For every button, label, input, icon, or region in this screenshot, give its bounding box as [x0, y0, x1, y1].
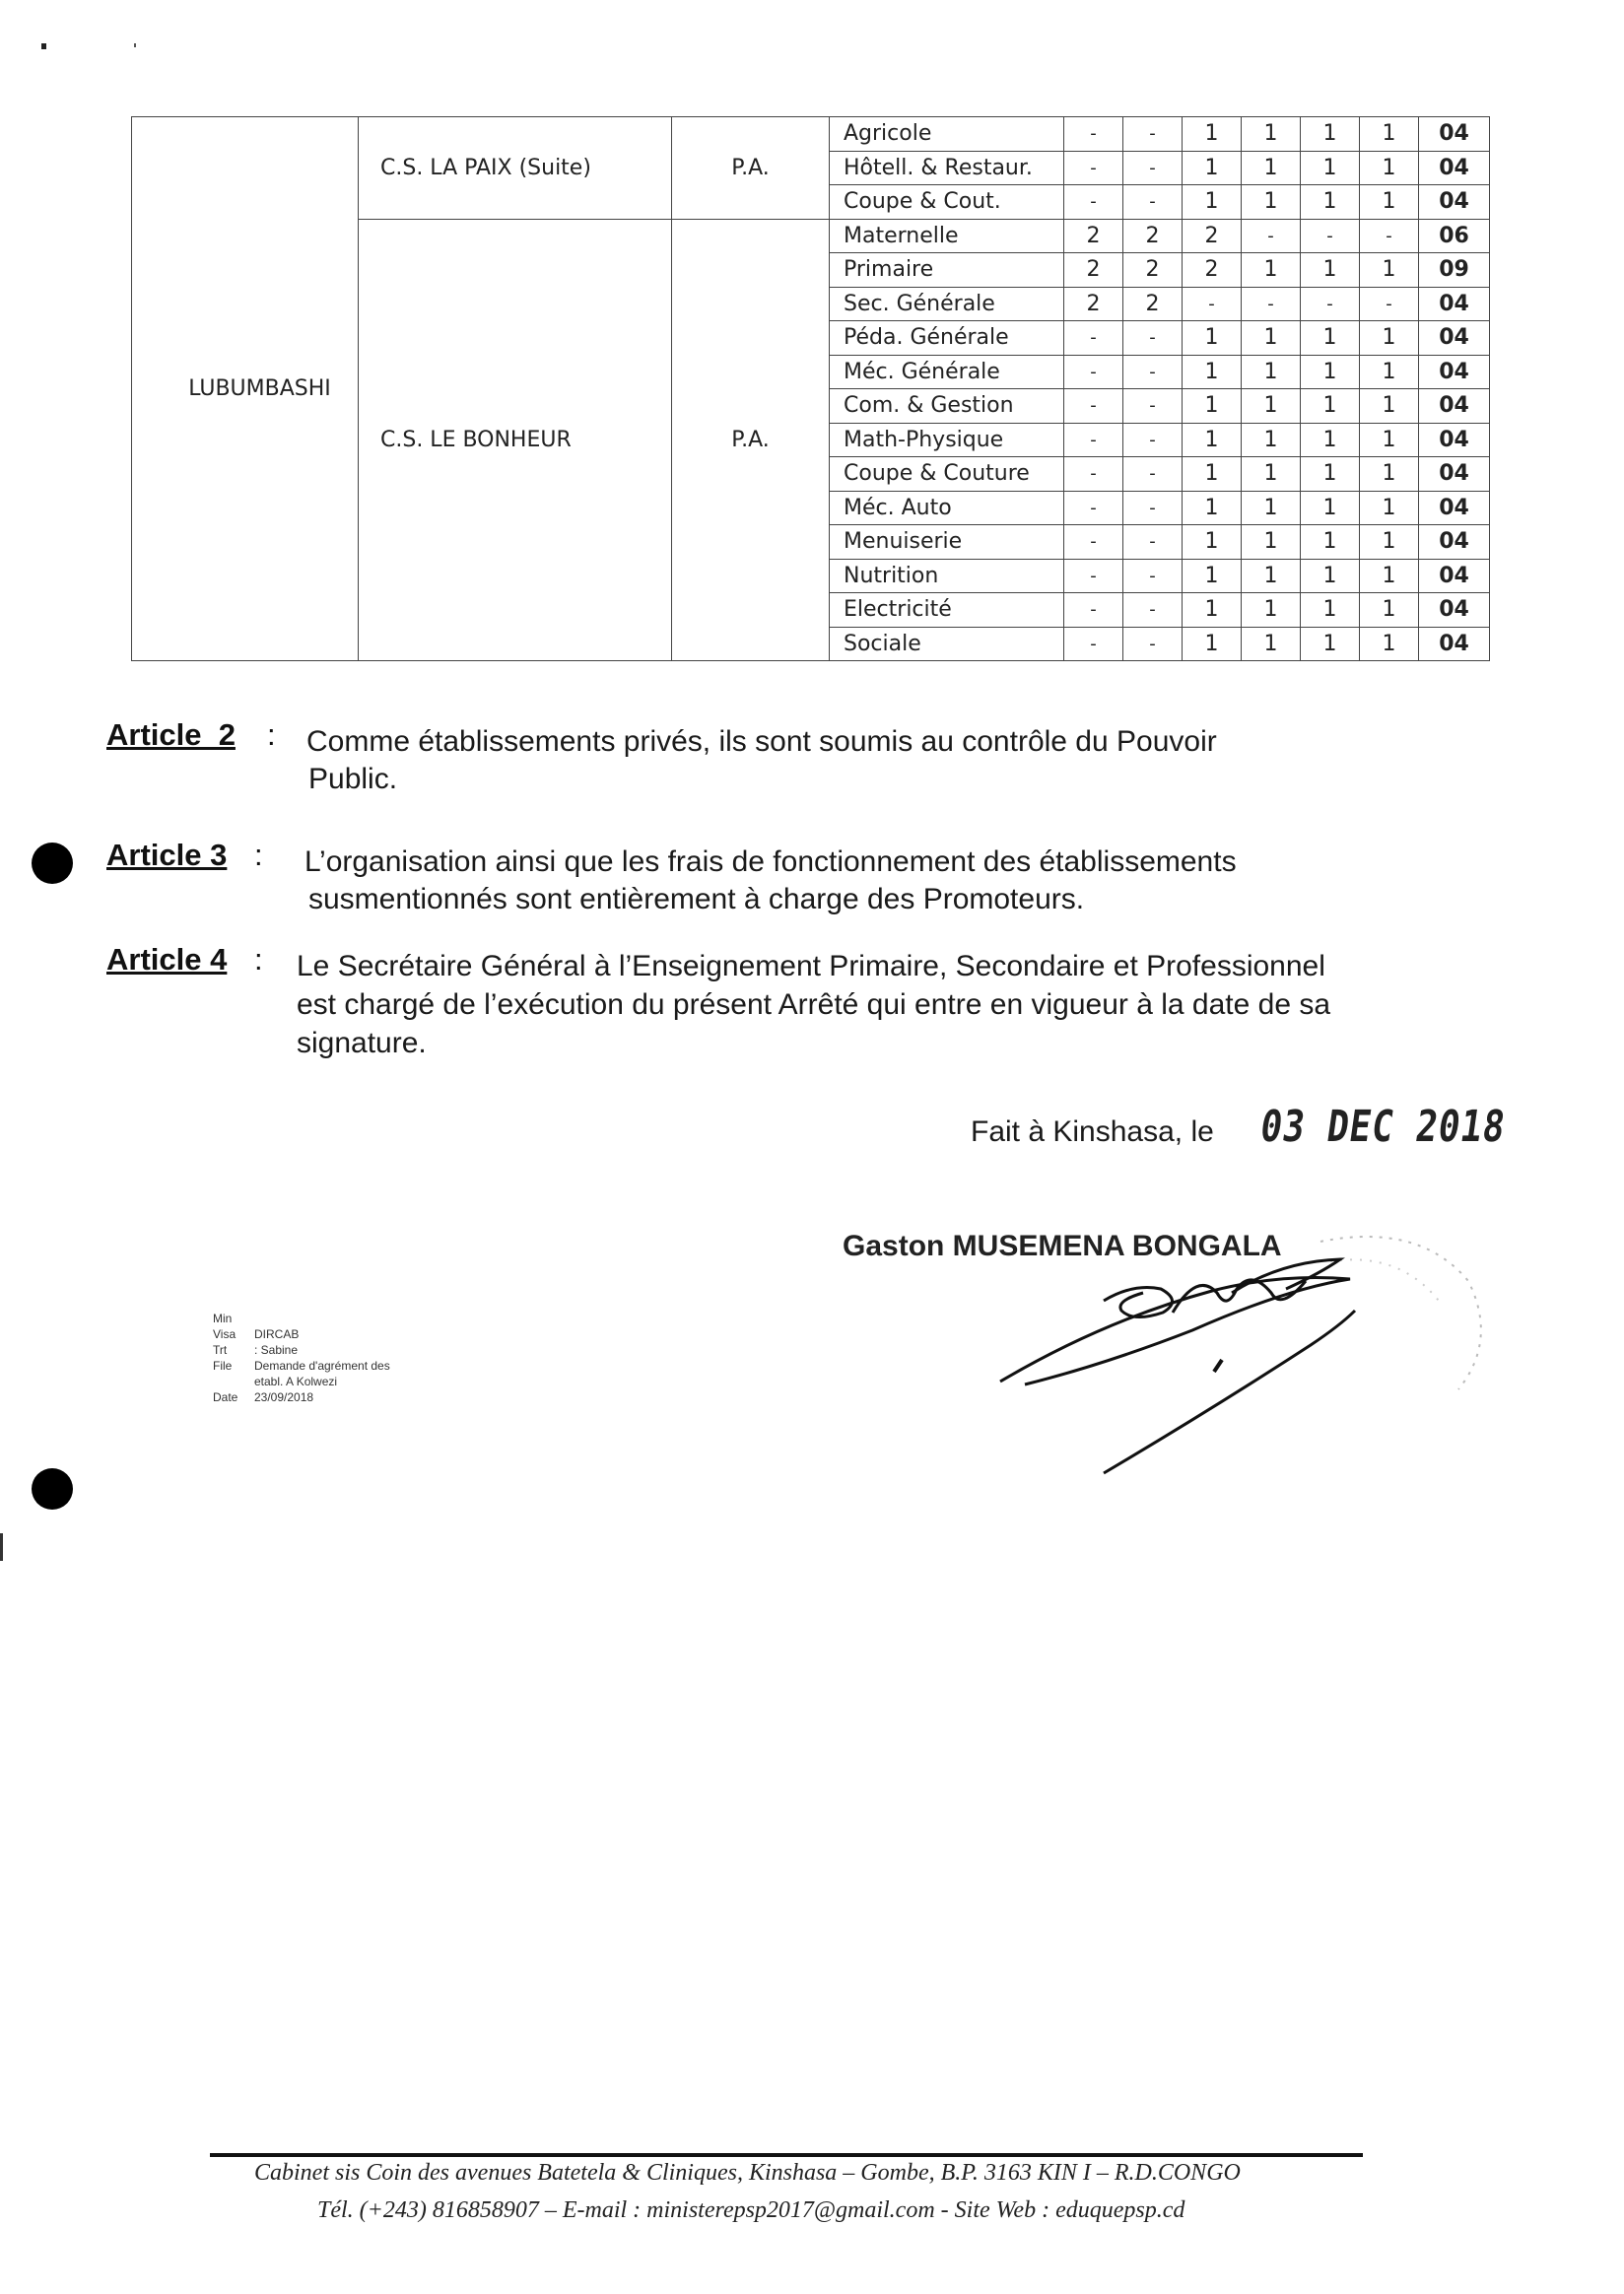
class-count-cell: 2 — [1123, 219, 1183, 253]
option-cell: Maternelle — [830, 219, 1064, 253]
class-count-cell: 1 — [1183, 457, 1242, 492]
class-count-cell: - — [1123, 559, 1183, 593]
class-count-cell: 1 — [1301, 151, 1360, 185]
total-cell: 04 — [1419, 525, 1490, 560]
class-count-cell: - — [1064, 185, 1123, 220]
class-count-cell: 1 — [1360, 253, 1419, 288]
class-count-cell: 1 — [1183, 355, 1242, 389]
schools-table — [131, 116, 1490, 661]
footer-address: Cabinet sis Coin des avenues Batetela & Cliniques, Kinshasa – Gombe, B.P. 3163 KIN I – R.D.CONGO — [254, 2160, 1241, 2186]
total-cell: 04 — [1419, 593, 1490, 628]
footer-rule — [210, 2153, 1363, 2157]
date-value: 23/09/2018 — [254, 1390, 314, 1404]
article-2-line-2: Public. — [308, 763, 398, 795]
class-count-cell: - — [1064, 389, 1123, 424]
option-cell: Com. & Gestion — [830, 389, 1064, 424]
option-cell: Sec. Générale — [830, 287, 1064, 321]
total-cell: 04 — [1419, 457, 1490, 492]
regime-cell: P.A. — [672, 219, 830, 661]
class-count-cell: 1 — [1301, 355, 1360, 389]
class-count-cell: - — [1123, 389, 1183, 424]
class-count-cell: 1 — [1360, 457, 1419, 492]
option-cell: Agricole — [830, 117, 1064, 152]
class-count-cell: 1 — [1360, 593, 1419, 628]
class-count-cell: 1 — [1242, 355, 1301, 389]
option-cell: Math-Physique — [830, 423, 1064, 457]
article-4-line-2: est chargé de l’exécution du présent Arrêté qui entre en vigueur à la date de sa — [297, 988, 1331, 1021]
class-count-cell: - — [1064, 321, 1123, 356]
class-count-cell: 1 — [1242, 253, 1301, 288]
class-count-cell: 1 — [1242, 185, 1301, 220]
class-count-cell: 1 — [1183, 321, 1242, 356]
class-count-cell: 1 — [1301, 423, 1360, 457]
class-count-cell: - — [1123, 423, 1183, 457]
class-count-cell: - — [1242, 287, 1301, 321]
total-cell: 04 — [1419, 151, 1490, 185]
class-count-cell: 1 — [1360, 559, 1419, 593]
date-stamp: 03 DEC 2018 — [1256, 1102, 1509, 1152]
handwritten-signature — [985, 1163, 1518, 1488]
class-count-cell: - — [1123, 457, 1183, 492]
option-cell: Péda. Générale — [830, 321, 1064, 356]
class-count-cell: - — [1123, 491, 1183, 525]
class-count-cell: 1 — [1301, 253, 1360, 288]
total-cell: 04 — [1419, 423, 1490, 457]
article-3-label: Article 3 — [106, 838, 228, 872]
place-date-text: Fait à Kinshasa, le — [971, 1115, 1214, 1148]
class-count-cell: 1 — [1360, 185, 1419, 220]
class-count-cell: 1 — [1183, 593, 1242, 628]
class-count-cell: 1 — [1242, 389, 1301, 424]
class-count-cell: 1 — [1242, 627, 1301, 661]
class-count-cell: 1 — [1183, 525, 1242, 560]
visa-trt — [213, 1342, 469, 1358]
article-2-colon: : — [267, 717, 276, 752]
visa-value: DIRCAB — [254, 1327, 300, 1341]
school-name-cell: C.S. LE BONHEUR — [359, 219, 672, 661]
option-cell: Hôtell. & Restaur. — [830, 151, 1064, 185]
class-count-cell: 1 — [1183, 151, 1242, 185]
class-count-cell: - — [1360, 287, 1419, 321]
visa-dircab — [213, 1326, 469, 1342]
option-cell: Méc. Auto — [830, 491, 1064, 525]
option-cell: Coupe & Couture — [830, 457, 1064, 492]
class-count-cell: 2 — [1123, 253, 1183, 288]
trt-value: : Sabine — [254, 1343, 299, 1357]
signatory-name: Gaston MUSEMENA BONGALA — [843, 1230, 1282, 1262]
class-count-cell: 1 — [1301, 593, 1360, 628]
option-cell: Méc. Générale — [830, 355, 1064, 389]
option-cell: Sociale — [830, 627, 1064, 661]
class-count-cell: 1 — [1301, 491, 1360, 525]
class-count-cell: - — [1064, 627, 1123, 661]
class-count-cell: 1 — [1242, 423, 1301, 457]
table-row — [132, 117, 1490, 152]
class-count-cell: - — [1123, 321, 1183, 356]
class-count-cell: - — [1301, 219, 1360, 253]
class-count-cell: - — [1301, 287, 1360, 321]
file-value-2: etabl. A Kolwezi — [254, 1375, 338, 1388]
class-count-cell: - — [1064, 593, 1123, 628]
class-count-cell: 1 — [1183, 559, 1242, 593]
class-count-cell: 1 — [1301, 185, 1360, 220]
article-2-line-1: Comme établissements privés, ils sont soumis au contrôle du Pouvoir — [306, 725, 1217, 758]
class-count-cell: 1 — [1242, 457, 1301, 492]
total-cell: 04 — [1419, 627, 1490, 661]
option-cell: Nutrition — [830, 559, 1064, 593]
class-count-cell: 1 — [1242, 491, 1301, 525]
class-count-cell: 1 — [1301, 117, 1360, 152]
class-count-cell: - — [1123, 627, 1183, 661]
article-2-label: Article 2 — [106, 717, 236, 752]
article-3-line-2: susmentionnés sont entièrement à charge des Promoteurs. — [308, 883, 1085, 915]
total-cell: 09 — [1419, 253, 1490, 288]
article-4-line-3: signature. — [297, 1027, 427, 1059]
class-count-cell: 1 — [1183, 627, 1242, 661]
article-4-colon: : — [254, 942, 263, 977]
article-3-line-1: L’organisation ainsi que les frais de fonctionnement des établissements — [304, 845, 1237, 878]
class-count-cell: 1 — [1360, 525, 1419, 560]
total-cell: 04 — [1419, 287, 1490, 321]
class-count-cell: - — [1064, 491, 1123, 525]
class-count-cell: 1 — [1360, 355, 1419, 389]
class-count-cell: 1 — [1183, 389, 1242, 424]
class-count-cell: 2 — [1123, 287, 1183, 321]
class-count-cell: 1 — [1183, 423, 1242, 457]
class-count-cell: 1 — [1242, 321, 1301, 356]
footer-contact: Tél. (+243) 816858907 – E-mail : ministerepsp2017@gmail.com - Site Web : eduquepsp.cd — [317, 2197, 1185, 2223]
table-body — [132, 117, 1490, 661]
visa-date — [213, 1389, 469, 1405]
class-count-cell: 2 — [1064, 253, 1123, 288]
trt-label: Trt — [213, 1343, 228, 1357]
class-count-cell: 1 — [1242, 117, 1301, 152]
visa-min-label: Min — [213, 1312, 233, 1325]
class-count-cell: 1 — [1242, 593, 1301, 628]
scan-mark — [41, 43, 46, 49]
class-count-cell: 1 — [1301, 457, 1360, 492]
class-count-cell: 1 — [1301, 525, 1360, 560]
class-count-cell: 2 — [1183, 253, 1242, 288]
class-count-cell: - — [1123, 185, 1183, 220]
visa-file-2 — [213, 1374, 469, 1389]
article-3-colon: : — [254, 838, 263, 872]
class-count-cell: - — [1064, 151, 1123, 185]
class-count-cell: 1 — [1242, 559, 1301, 593]
class-count-cell: - — [1242, 219, 1301, 253]
scan-mark — [0, 1533, 3, 1561]
class-count-cell: 1 — [1301, 627, 1360, 661]
punch-hole — [32, 1468, 73, 1510]
class-count-cell: 1 — [1242, 151, 1301, 185]
class-count-cell: 1 — [1183, 491, 1242, 525]
total-cell: 04 — [1419, 559, 1490, 593]
school-name-cell: C.S. LA PAIX (Suite) — [359, 117, 672, 220]
class-count-cell: 1 — [1360, 321, 1419, 356]
total-cell: 04 — [1419, 491, 1490, 525]
total-cell: 04 — [1419, 321, 1490, 356]
total-cell: 06 — [1419, 219, 1490, 253]
visa-block — [213, 1311, 469, 1405]
class-count-cell: 1 — [1301, 389, 1360, 424]
class-count-cell: 2 — [1064, 287, 1123, 321]
class-count-cell: 1 — [1301, 559, 1360, 593]
class-count-cell: 1 — [1360, 627, 1419, 661]
class-count-cell: 2 — [1183, 219, 1242, 253]
class-count-cell: 1 — [1360, 491, 1419, 525]
total-cell: 04 — [1419, 117, 1490, 152]
total-cell: 04 — [1419, 185, 1490, 220]
class-count-cell: - — [1064, 355, 1123, 389]
city-cell: LUBUMBASHI — [132, 117, 359, 661]
class-count-cell: 1 — [1360, 389, 1419, 424]
class-count-cell: 1 — [1360, 423, 1419, 457]
visa-min — [213, 1311, 469, 1326]
total-cell: 04 — [1419, 389, 1490, 424]
class-count-cell: 1 — [1301, 321, 1360, 356]
class-count-cell: 1 — [1242, 525, 1301, 560]
option-cell: Electricité — [830, 593, 1064, 628]
class-count-cell: 1 — [1183, 185, 1242, 220]
total-cell: 04 — [1419, 355, 1490, 389]
class-count-cell: - — [1123, 525, 1183, 560]
article-4-line-1: Le Secrétaire Général à l’Enseignement Primaire, Secondaire et Professionnel — [297, 950, 1325, 982]
option-cell: Coupe & Cout. — [830, 185, 1064, 220]
class-count-cell: - — [1064, 457, 1123, 492]
option-cell: Primaire — [830, 253, 1064, 288]
class-count-cell: 1 — [1360, 151, 1419, 185]
class-count-cell: - — [1064, 559, 1123, 593]
visa-label: Visa — [213, 1327, 237, 1341]
class-count-cell: 1 — [1183, 117, 1242, 152]
class-count-cell: 2 — [1064, 219, 1123, 253]
date-label: Date — [213, 1390, 238, 1404]
class-count-cell: - — [1064, 525, 1123, 560]
punch-hole — [32, 843, 73, 884]
class-count-cell: - — [1123, 593, 1183, 628]
regime-cell: P.A. — [672, 117, 830, 220]
class-count-cell: 1 — [1360, 117, 1419, 152]
file-value: Demande d'agrément des — [254, 1359, 390, 1373]
article-4-label: Article 4 — [106, 942, 228, 977]
class-count-cell: - — [1123, 355, 1183, 389]
visa-file — [213, 1358, 469, 1374]
scan-mark — [134, 43, 136, 47]
class-count-cell: - — [1064, 117, 1123, 152]
class-count-cell: - — [1360, 219, 1419, 253]
option-cell: Menuiserie — [830, 525, 1064, 560]
class-count-cell: - — [1123, 117, 1183, 152]
file-label: File — [213, 1359, 233, 1373]
class-count-cell: - — [1123, 151, 1183, 185]
class-count-cell: - — [1183, 287, 1242, 321]
class-count-cell: - — [1064, 423, 1123, 457]
